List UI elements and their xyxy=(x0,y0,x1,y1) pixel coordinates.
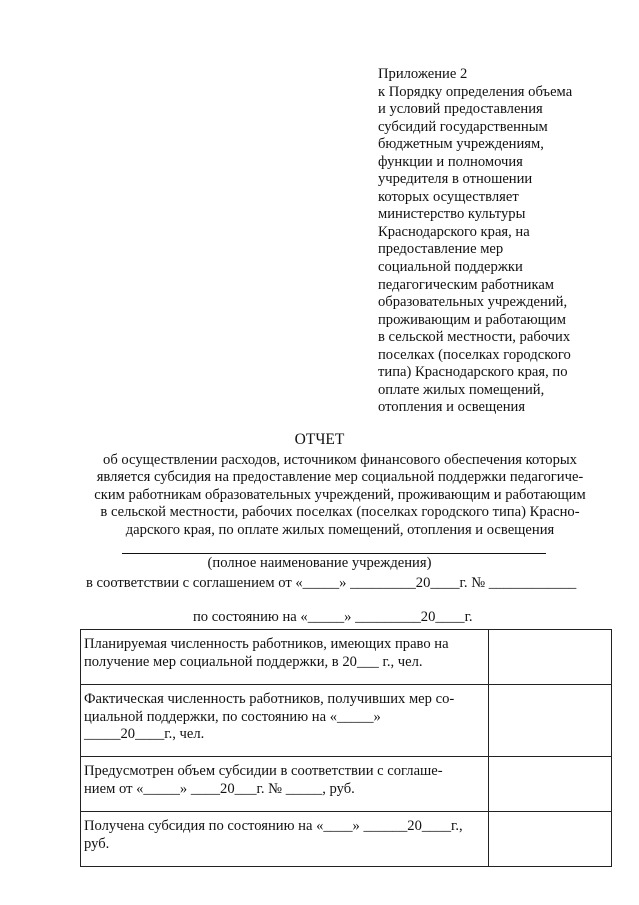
appendix-line: министерство культуры xyxy=(378,206,526,223)
appendix-line: отопления и освещения xyxy=(378,399,526,416)
row-value-cell[interactable] xyxy=(488,757,611,812)
appendix-line: учредителя в отношении xyxy=(378,171,533,188)
row-label-line: _____20____г., чел. xyxy=(84,726,205,743)
report-table xyxy=(80,629,612,867)
appendix-line: и условий предоставления xyxy=(378,101,543,118)
institution-caption: (полное наименование учреждения) xyxy=(207,555,432,571)
appendix-line: в сельской местности, рабочих xyxy=(378,329,571,346)
appendix-line: образовательных учреждений, xyxy=(378,294,568,311)
description-line: об осуществлении расходов, источником финансового обеспечения которых xyxy=(103,452,577,468)
row-label-line: Фактическая численность работников, получивших мер со- xyxy=(84,691,455,707)
row-label-line: нием от «_____» ____20___г. № _____, руб. xyxy=(84,780,355,797)
appendix-line: которых осуществляет xyxy=(378,188,519,205)
appendix-line: оплате жилых помещений, xyxy=(378,381,545,398)
table-row xyxy=(81,630,612,685)
row-label xyxy=(81,812,489,867)
table-row xyxy=(81,685,612,757)
appendix-line: Краснодарского края, на xyxy=(378,223,530,240)
description-line: ским работникам образовательных учреждений, проживающим и работающим xyxy=(94,486,586,503)
appendix-line: проживающим и работающим xyxy=(378,311,566,328)
appendix-line: к Порядку определения объема xyxy=(378,83,573,100)
report-description xyxy=(80,452,600,539)
agreement-line: в соответствии с соглашением от «_____» _________20____г. № ____________ xyxy=(86,575,577,591)
row-value-cell[interactable] xyxy=(488,630,611,685)
description-line: в сельской местности, рабочих поселках (поселках городского типа) Красно- xyxy=(100,504,580,521)
appendix-note xyxy=(378,66,618,417)
table-row xyxy=(81,812,612,867)
as-of-line: по состоянию на «_____» _________20____г. xyxy=(193,609,473,625)
appendix-line: предоставление мер xyxy=(378,241,504,258)
row-value-cell[interactable] xyxy=(488,812,611,867)
row-label xyxy=(81,685,489,757)
appendix-line: субсидий государственным xyxy=(378,118,548,135)
appendix-line: Приложение 2 xyxy=(378,66,468,82)
appendix-line: педагогическим работникам xyxy=(378,276,555,293)
row-label-line: Предусмотрен объем субсидии в соответствии с соглаше- xyxy=(84,763,443,779)
appendix-line: функции и полномочия xyxy=(378,153,523,170)
appendix-line: типа) Краснодарского края, по xyxy=(378,364,568,381)
appendix-line: поселках (поселках городского xyxy=(378,346,571,363)
description-line: дарского края, по оплате жилых помещений, отопления и освещения xyxy=(125,521,555,538)
report-title: ОТЧЕТ xyxy=(294,431,345,448)
row-label xyxy=(81,630,489,685)
row-label-line: циальной поддержки, по состоянию на «_____» xyxy=(84,708,381,725)
row-label xyxy=(81,757,489,812)
description-line: является субсидия на предоставление мер социальной поддержки педагогиче- xyxy=(96,469,584,486)
row-value-cell[interactable] xyxy=(488,685,611,757)
table-row xyxy=(81,757,612,812)
appendix-line: бюджетным учреждениям, xyxy=(378,136,544,153)
row-label-line: получение мер социальной поддержки, в 20___ г., чел. xyxy=(84,653,423,670)
row-label-line: Получена субсидия по состоянию на «____» ______20____г., xyxy=(84,818,463,834)
row-label-line: Планируемая численность работников, имеющих право на xyxy=(84,636,449,652)
appendix-line: социальной поддержки xyxy=(378,259,523,276)
row-label-line: руб. xyxy=(84,835,110,852)
